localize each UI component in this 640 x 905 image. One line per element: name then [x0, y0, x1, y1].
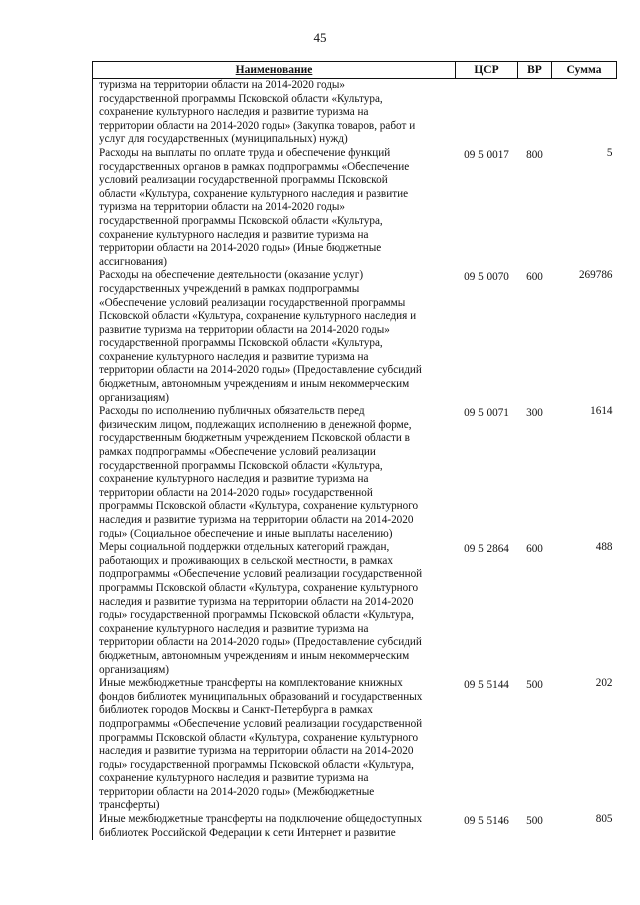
table-header: [93, 62, 617, 79]
row-csr: [456, 79, 518, 147]
table-row: [93, 677, 617, 813]
row-sum: 805: [595, 813, 613, 826]
table-row: [93, 269, 617, 405]
row-sum: [552, 79, 617, 147]
header-sum: Сумма: [552, 62, 617, 79]
row-name: Расходы на выплаты по оплате труда и обеспечение функций государственных органов в рамках подпрограммы «Обеспечение условий реализации государственной программы Псковской области «Культура, сохранение культурного наследия и развитие туризма на территории области на 2014-2020 годы» государственной программы Псковской области «Культура, сохранение культурного наследия и развитие туризма на территории области на 2014-2020 годы» (Иные бюджетные ассигнования): [93, 147, 456, 269]
row-csr: 09 5 5146: [464, 815, 509, 828]
table-row: [93, 79, 617, 147]
row-sum: 1614: [590, 405, 613, 418]
row-csr: 09 5 5144: [464, 679, 509, 692]
row-name: Меры социальной поддержки отдельных категорий граждан, работающих и проживающих в сельской местности, в рамках подпрограммы «Обеспечение условий реализации государственной программы Псковской области «Культура, сохранение культурного наследия и развитие туризма на территории области на 2014-2020 годы» государственной программы Псковской области «Культура, сохранение культурного наследия и развитие туризма на территории области на 2014-2020 годы» (Предоставление субсидий бюджетным, автономным учреждениям и иным некоммерческим организациям): [93, 541, 456, 677]
row-name: Иные межбюджетные трансферты на подключение общедоступных библиотек Российской Федерации к сети Интернет и развитие: [93, 813, 456, 840]
table-row: [93, 813, 617, 840]
row-vr: 300: [526, 407, 543, 420]
row-name: Расходы на обеспечение деятельности (оказание услуг) государственных учреждений в рамках подпрограммы «Обеспечение условий реализации государственной программы Псковской области «Культура, сохранение культурного наследия и развитие туризма на территории области на 2014-2020 годы» государственной программы Псковской области «Культура, сохранение культурного наследия и развитие туризма на территории области на 2014-2020 годы» (Предоставление субсидий бюджетным, автономным учреждениям и иным некоммерческим организациям): [93, 269, 456, 405]
row-name: туризма на территории области на 2014-2020 годы» государственной программы Псковской области «Культура, сохранение культурного наследия и развитие туризма на территории области на 2014-2020 годы» (Закупка товаров, работ и услуг для государственных (муниципальных) нужд): [93, 79, 456, 147]
row-sum: 269786: [578, 269, 613, 282]
row-sum: 488: [595, 541, 613, 554]
budget-table-container: [92, 61, 616, 840]
row-name: Иные межбюджетные трансферты на комплектование книжных фондов библиотек муниципальных образований и государственных библиотек городов Москвы и Санкт-Петербурга в рамках подпрограммы «Обеспечение условий реализации государственной программы Псковской области «Культура, сохранение культурного наследия и развитие туризма на территории области на 2014-2020 годы» государственной программы Псковской области «Культура, сохранение культурного наследия и развитие туризма на территории области на 2014-2020 годы» (Межбюджетные трансферты): [93, 677, 456, 813]
budget-table: [92, 61, 617, 840]
table-body: [93, 79, 617, 841]
table-row: [93, 147, 617, 269]
row-sum: 5: [606, 146, 613, 159]
row-vr: 600: [526, 271, 543, 284]
table-row: [93, 541, 617, 677]
header-vr: ВР: [518, 62, 552, 79]
row-vr: 500: [526, 679, 543, 692]
row-sum: 202: [595, 677, 613, 690]
row-csr: 09 5 0071: [464, 407, 509, 420]
header-csr: ЦСР: [456, 62, 518, 79]
row-vr: 500: [526, 815, 543, 828]
row-csr: 09 5 2864: [464, 543, 509, 556]
row-vr: [518, 79, 552, 147]
row-name: Расходы по исполнению публичных обязательств перед физическим лицом, подлежащих исполнению в денежной форме, государственным бюджетным учреждением Псковской области в рамках подпрограммы «Обеспечение условий реализации государственной программы Псковской области «Культура, сохранение культурного наследия и развитие туризма на территории области на 2014-2020 годы» государственной программы Псковской области «Культура, сохранение культурного наследия и развитие туризма на территории области на 2014-2020 годы» (Социальное обеспечение и иные выплаты населению): [93, 405, 456, 541]
page-number: 45: [313, 30, 327, 45]
row-csr: 09 5 0070: [464, 271, 509, 284]
header-name: Наименование: [93, 62, 456, 79]
row-vr: 600: [526, 543, 543, 556]
row-csr: 09 5 0017: [464, 148, 509, 161]
row-vr: 800: [526, 148, 543, 161]
table-row: [93, 405, 617, 541]
